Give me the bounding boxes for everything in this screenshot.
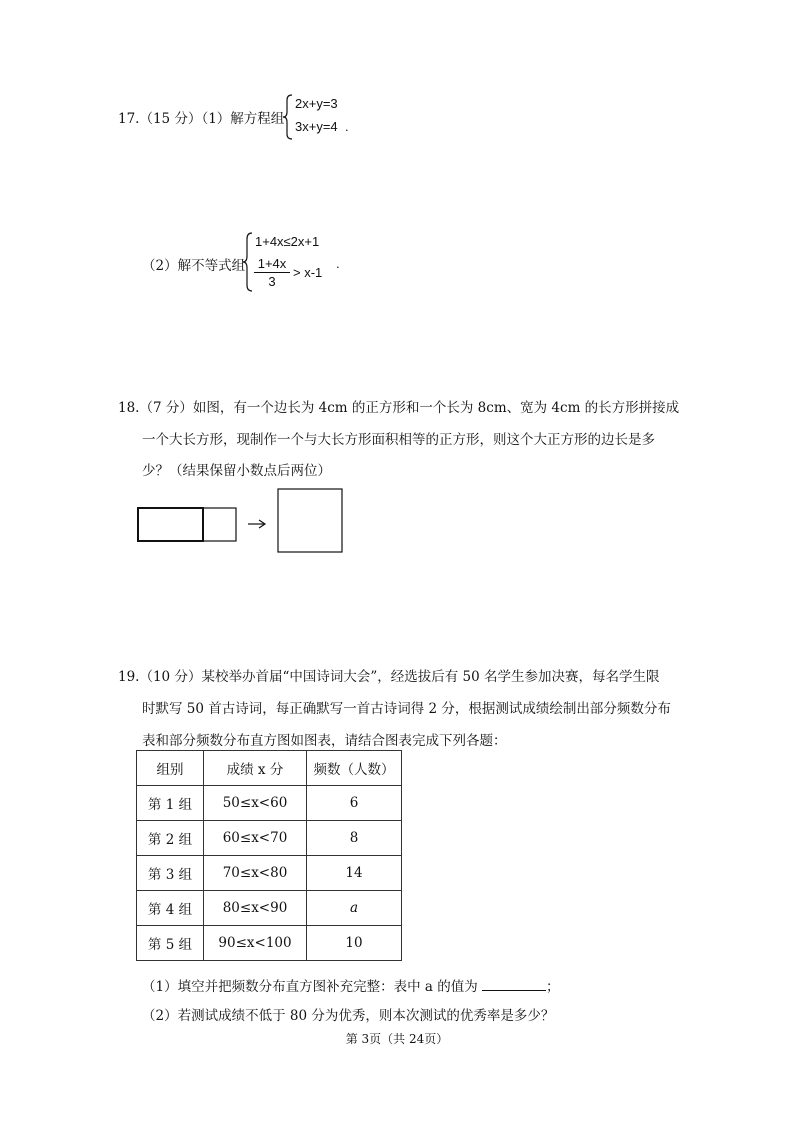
q18-figure (136, 486, 348, 556)
header-group: 组别 (137, 751, 204, 786)
inequality-2-rhs: > x-1 (293, 265, 323, 280)
page-footer: 第 3页（共 24页） (345, 1032, 449, 1046)
cell-frequency: 8 (307, 821, 402, 856)
cell-group: 第 3 组 (137, 856, 204, 891)
header-frequency: 频数（人数） (307, 751, 402, 786)
period: . (336, 256, 340, 271)
q19-line-3: 表和部分频数分布直方图如图表，请结合图表完成下列各题： (142, 733, 507, 749)
q19-sub1 (142, 975, 560, 995)
brace-icon (243, 232, 253, 292)
inequality-1: 1+4x≤2x+1 (255, 234, 320, 249)
cell-group: 第 2 组 (137, 821, 204, 856)
equation-1: 2x+y=3 (295, 96, 338, 111)
cell-score: 70≤x<80 (204, 856, 307, 891)
cell-frequency: 6 (307, 786, 402, 821)
cell-frequency: 10 (307, 926, 402, 961)
q18-line-3: 少？（结果保留小数点后两位） (142, 463, 331, 479)
q17-heading: 17.（15 分）（1）解方程组 (118, 111, 285, 127)
table-row (137, 821, 402, 856)
answer-blank[interactable] (482, 978, 546, 991)
table-row (137, 891, 402, 926)
cell-frequency: 14 (307, 856, 402, 891)
large-square-shape (278, 489, 342, 552)
cell-group: 第 4 组 (137, 891, 204, 926)
rectangle-shape (138, 508, 203, 541)
fraction (254, 256, 290, 289)
equation-2: 3x+y=4 (295, 119, 338, 134)
arrow-icon (248, 520, 265, 528)
cell-group: 第 1 组 (137, 786, 204, 821)
frequency-table (136, 750, 402, 961)
header-score: 成绩 x 分 (204, 751, 307, 786)
cell-score: 50≤x<60 (204, 786, 307, 821)
table-row (137, 926, 402, 961)
fraction-denominator: 3 (268, 274, 276, 289)
q17-part2-label: （2）解不等式组 (142, 258, 246, 274)
table-row (137, 856, 402, 891)
cell-frequency: a (307, 891, 402, 926)
cell-score: 60≤x<70 (204, 821, 307, 856)
q19-line-2: 时默写 50 首古诗词，每正确默写一首古诗词得 2 分，根据测试成绩绘制出部分频数分布 (142, 701, 671, 717)
fraction-bar (254, 272, 290, 273)
table-header-row (137, 751, 402, 786)
q17-equation-system (283, 94, 363, 140)
period: . (345, 119, 349, 134)
q19-sub1-text: （1）填空并把频数分布直方图补充完整：表中 a 的值为 (142, 979, 478, 995)
cell-group: 第 5 组 (137, 926, 204, 961)
semicolon: ； (546, 979, 560, 995)
brace-icon (283, 94, 293, 140)
q18-line-1: 18.（7 分）如图，有一个边长为 4cm 的正方形和一个长为 8cm、宽为 4cm 的长方形拼接成 (118, 400, 680, 416)
table-row (137, 786, 402, 821)
cell-score: 80≤x<90 (204, 891, 307, 926)
q19-sub2: （2）若测试成绩不低于 80 分为优秀，则本次测试的优秀率是多少？ (142, 1008, 555, 1024)
small-square-shape (203, 508, 236, 541)
cell-score: 90≤x<100 (204, 926, 307, 961)
q19-line-1: 19.（10 分）某校举办首届“中国诗词大会”，经选拔后有 50 名学生参加决赛，每名学生限 (118, 669, 660, 685)
q18-line-2: 一个大长方形，现制作一个与大长方形面积相等的正方形，则这个大正方形的边长是多 (142, 432, 655, 448)
q17-inequality-system (243, 232, 353, 292)
fraction-numerator: 1+4x (257, 256, 287, 271)
